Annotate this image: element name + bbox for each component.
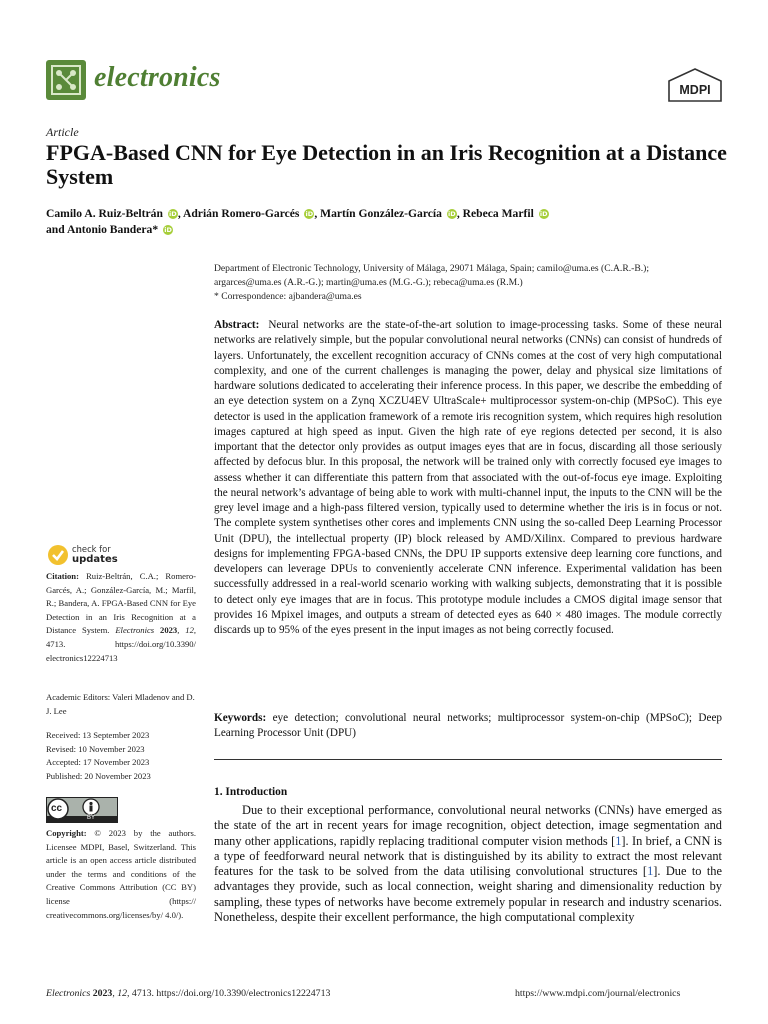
journal-name: electronics — [94, 62, 221, 93]
copyright-text: © 2023 by the authors. Licensee MDPI, Basel, Switzerland. This article is an open access article distributed under the terms and conditions of the Creative Commons Attribution (CC BY) license (https:// creativecommons.org/licenses/by/ 4.0/). — [46, 828, 196, 920]
page-title: FPGA-Based CNN for Eye Detection in an Iris Recognition at a Distance System — [46, 140, 727, 189]
citation-block: Citation: Ruiz-Beltrán, C.A.; Romero-Garcés, A.; González-García, M.; Marfil, R.; Bandera, A. FPGA-Based CNN for Eye Detection in an Iris Recognition at a Distance System. Electronics 2023, 12, 4713. https://doi.org/10.3390/ electronics12224713 — [46, 571, 197, 663]
date-revised: Revised: 10 November 2023 — [46, 743, 145, 754]
date-received: Received: 13 September 2023 — [46, 730, 150, 740]
citation-label: Citation: — [46, 571, 79, 581]
citation-text: Ruiz-Beltrán, C.A.; Romero-Garcés, A.; González-García, M.; Marfil, R.; Bandera, A. FPGA-Based CNN for Eye Detection in an Iris Recognition at a Distance System. — [46, 571, 196, 636]
cc-by-label: BY — [86, 815, 95, 821]
citation-doi[interactable]: , 4713. https://doi.org/10.3390/ electronics12224713 — [46, 625, 197, 663]
intro-text: ]. Due to the advantages they provide, such as local connection, weight sharing and dimensionality reduction by sampling, these types of networks have become extremely popular in research and industry scenarios. Nonetheless, despite their excellent performance, the high computational complexity — [214, 864, 722, 925]
cc-license-badge[interactable] — [46, 797, 118, 823]
author-name[interactable]: Rebeca Marfil — [462, 207, 534, 220]
author-name[interactable]: Adrián Romero-Garcés — [182, 207, 300, 220]
citation-year: 2023 — [160, 625, 178, 636]
publisher-name: MDPI — [679, 83, 711, 97]
orcid-icon[interactable]: iD — [448, 210, 456, 218]
intro-paragraph — [214, 803, 722, 925]
article-type: Article — [46, 125, 79, 139]
affiliation — [214, 262, 722, 304]
citation-journal: Electronics — [115, 625, 155, 636]
orcid-icon[interactable]: iD — [539, 210, 548, 218]
footer-year: 2023 — [92, 988, 113, 999]
citation-link[interactable]: 1 — [647, 864, 654, 879]
publisher-logo — [667, 68, 723, 107]
intro-text: ]. In brief, a CNN is a type of feedforward neural network that is distinguished by its ability to extract the most relevant features for the task to be solved from the data utilising convolutional structures [ — [214, 833, 722, 879]
keywords — [214, 711, 722, 742]
correspondence: * Correspondence: ajbandera@uma.es — [214, 291, 362, 302]
keywords-text: eye detection; convolutional neural networks; multiprocessor system-on-chip (MPSoC); Deep Learning Processor Unit (DPU) — [214, 712, 722, 740]
check-for-updates-button[interactable] — [46, 541, 166, 573]
author-joiner: and — [46, 222, 65, 236]
orcid-icon[interactable]: iD — [305, 210, 314, 218]
keywords-label: Keywords: — [214, 712, 267, 724]
author-list: Camilo A. Ruiz-Beltrán iD, Adrián Romero-Garcés iD, Martín González-García iD, Rebeca Marfil iD and Antonio Bandera* iD — [46, 207, 548, 236]
orcid-icon[interactable]: iD — [164, 225, 172, 234]
affiliation-line: argarces@uma.es (A.R.-G.); martin@uma.es (M.G.-G.); rebeca@uma.es (R.M.) — [214, 277, 523, 288]
citation-link[interactable]: 1 — [615, 833, 622, 848]
corresponding-mark: * — [152, 222, 159, 236]
abstract-text: Neural networks are the state-of-the-art solution to image-processing tasks. Some of these neural networks are relatively simple, but the popular convolutional neural networks (CNNs) can consist of hundreds of layers. Unfortunately, the excellent recognition accuracy of CNNs comes at the cost of very high computational complexity, and one of the current challenges is managing the power, delay and physical size limitations of hardware solutions dedicated to accelerating their inference process. In this paper, we describe the embedding of an eye detection system on a Zynq XCZU4EV UltraScale+ multiprocessor system-on-chip (MPSoC). This eye detector is used in the application framework of a remote iris recognition system, which requires high resolution images captured at high speed as input. Given the high rate of eye regions detected per second, it is also important that the detector only provides as output images eyes that are in focus, discarding all those seriously affected by defocus blur. In this proposal, the network will be trained only with correctly focused eye images to assess whether it can differentiate this pattern from that associated with the out-of-focus eye image. Exploiting the neural network’s advantage of being able to work with multi-channel input, the inputs to the CNN will be the grey level image and a high-pass filtered version, typically used to determine whether the iris is in focus or not. The complete system synthetises other cores and implements CNN using the so-called Deep Learning Processor Unit (DPU), the intellectual property (IP) block released by AMD/Xilinx. Compared to previous hardware designs for implementing FPGA-based CNNs, the DPU IP supports extensive deep learning core functions, and developers can leverage DPUs to conveniently accelerate CNN inference. Experimental validation has been successfully addressed in a real-world scenario working with walking subjects, demonstrating that it is possible to detect only eye images that are in focus. This prototype module includes a CMOS digital image sensor that provides 16 Mpixel images, and outputs a stream of detected eyes as 640 × 480 images. The module correctly discards up to 95% of the eyes present in the input images as not being correctly focused. — [214, 319, 722, 636]
check-updates-line1: check for — [72, 544, 111, 554]
section-heading: 1. Introduction — [214, 786, 288, 798]
abstract-label: Abstract: — [214, 319, 260, 331]
intro-text: Due to their exceptional performance, convolutional neural networks (CNNs) have emerged as the state of the art in recent years for image recognition, object detection, image segmentation and many other applications, rapidly replacing traditional computer vision methods [ — [214, 803, 722, 848]
footer-doi-link[interactable]: , 4713. https://doi.org/10.3390/electronics12224713 — [127, 988, 331, 999]
check-updates-line2: updates — [72, 554, 118, 565]
footer-citation: Electronics 2023, 12, 4713. https://doi.org/10.3390/electronics12224713 — [46, 988, 331, 999]
affiliation-line: Department of Electronic Technology, University of Málaga, 29071 Málaga, Spain; camilo@uma.es (C.A.R.-B.); — [214, 263, 649, 274]
author-name[interactable]: Antonio Bandera — [66, 222, 153, 236]
footer-journal-url[interactable]: https://www.mdpi.com/journal/electronics — [515, 988, 681, 999]
copyright-notice — [46, 827, 196, 922]
academic-editors: Academic Editors: Valeri Mladenov and D. J. Lee — [46, 692, 195, 716]
footer-volume: 12 — [117, 988, 128, 999]
author-name[interactable]: Martín González-García — [320, 207, 442, 220]
citation-volume: 12 — [185, 625, 194, 636]
author-name[interactable]: Camilo A. Ruiz-Beltrán — [46, 207, 163, 220]
publication-dates — [46, 729, 196, 783]
date-accepted: Accepted: 17 November 2023 — [46, 757, 150, 768]
footer-journal: Electronics — [46, 988, 91, 999]
copyright-label: Copyright: — [46, 828, 87, 838]
section-divider — [214, 759, 722, 760]
cc-mark-icon: cc — [51, 803, 63, 814]
journal-logo-icon — [46, 60, 86, 100]
abstract — [214, 318, 722, 638]
check-for-updates-icon — [46, 543, 70, 567]
orcid-icon[interactable]: iD — [169, 210, 177, 218]
date-published: Published: 20 November 2023 — [46, 770, 151, 781]
